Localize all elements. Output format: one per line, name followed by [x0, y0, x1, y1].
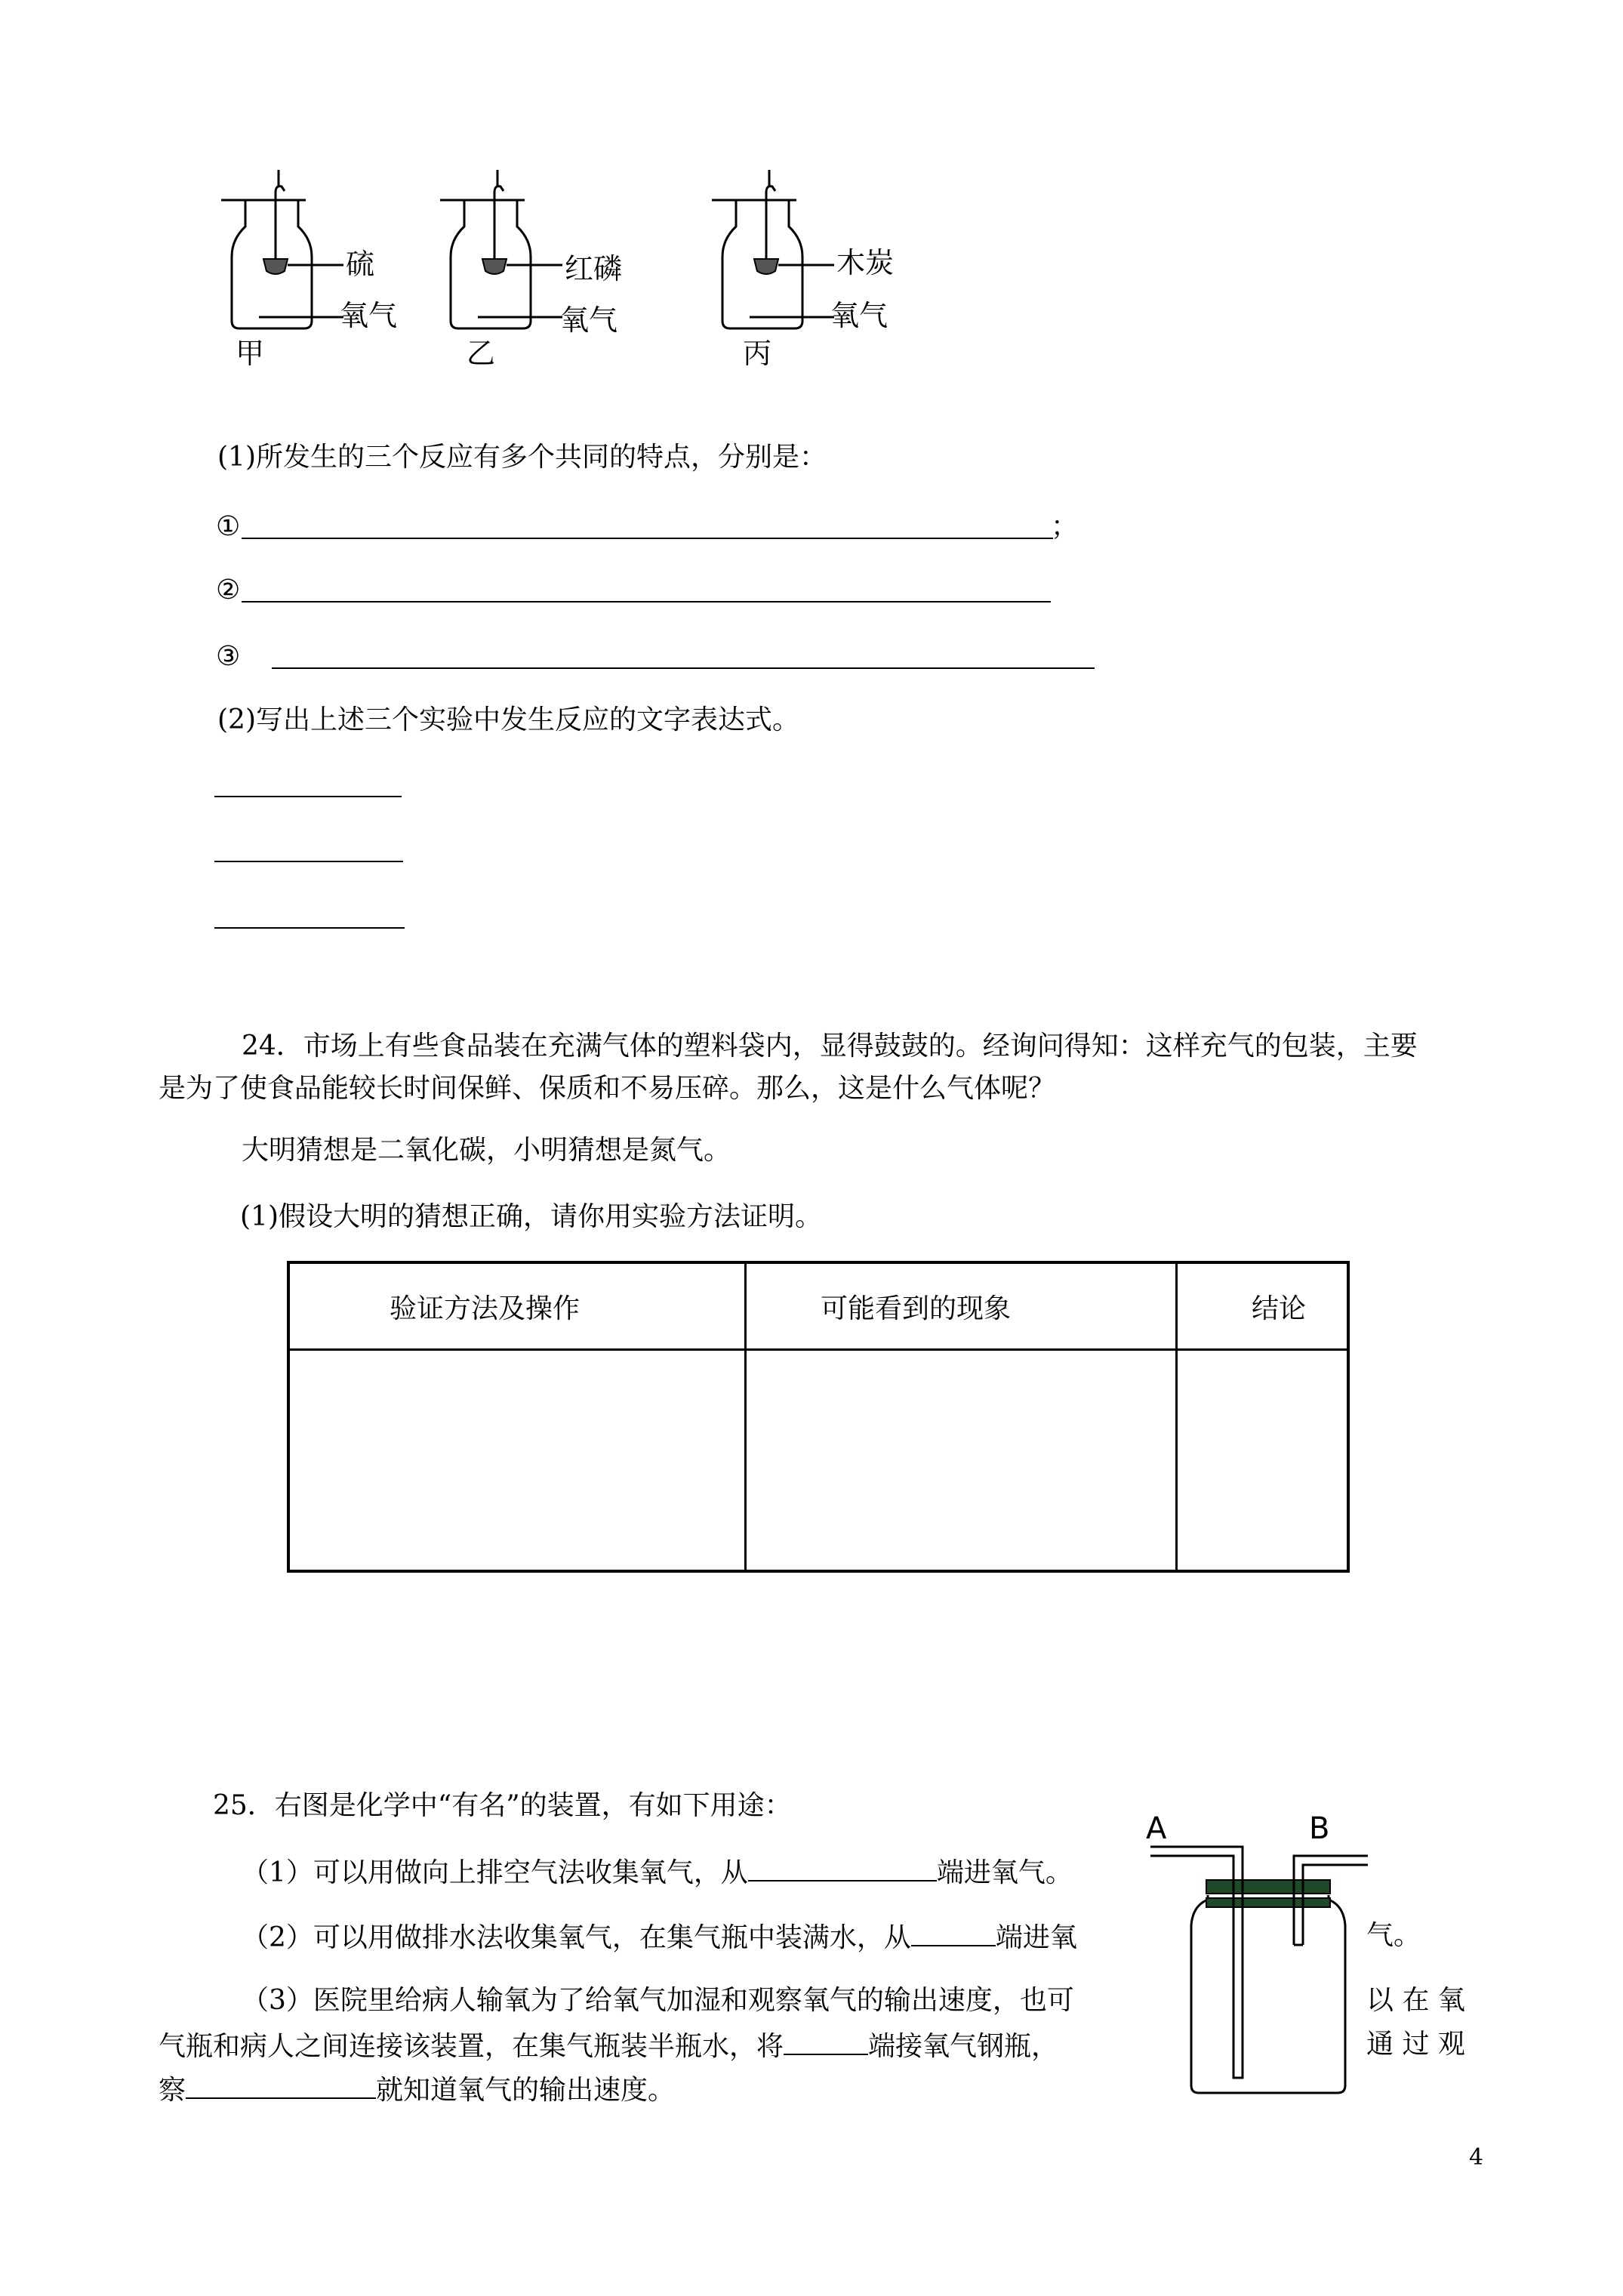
q23-mark-1: ①	[216, 511, 241, 542]
table-cell-conclusion[interactable]	[1177, 1350, 1349, 1572]
jar2-substance-label: 红磷	[565, 252, 623, 285]
table-cell-phenomenon[interactable]	[746, 1350, 1177, 1572]
q25-blank-4[interactable]	[186, 2070, 376, 2099]
q25-blank-1[interactable]	[748, 1853, 937, 1881]
q23-expression-line-3[interactable]	[214, 927, 405, 929]
table-header-conclusion: 结论	[1177, 1262, 1349, 1350]
jar1-substance-label: 硫	[346, 248, 375, 281]
jar-sulfur-drawing	[215, 170, 351, 344]
q23-answer-line-3[interactable]	[272, 667, 1095, 669]
q25-intro-text: 25．右图是化学中“有名”的装置，有如下用途：	[213, 1790, 792, 1821]
jar-red-phosphorus-drawing	[434, 170, 570, 344]
jar2-name-label: 乙	[467, 337, 496, 370]
device-label-b: B	[1309, 1811, 1330, 1846]
q25-item3-line2-tail: 通 过 观	[1366, 2029, 1465, 2060]
q24-experiment-table	[287, 1261, 1350, 1573]
q25-item2-before: （2）可以用做排水法收集氧气，在集气瓶中装满水，从	[242, 1922, 911, 1953]
q25-item3-line3-after: 就知道氧气的输出速度。	[376, 2075, 676, 2106]
q23-expression-line-2[interactable]	[214, 861, 403, 862]
q25-item3-line1: （3）医院里给病人输氧为了给氧气加湿和观察氧气的输出速度，也可	[242, 1985, 1074, 2016]
jar-charcoal-drawing	[706, 170, 842, 344]
q23-part2-text: (2)写出上述三个实验中发生反应的文字表达式。	[217, 704, 799, 735]
q23-mark-2: ②	[216, 575, 241, 606]
q25-item2-after: 端进氧	[995, 1922, 1077, 1953]
gas-bottle-device-drawing	[1147, 1812, 1374, 2099]
jar1-gas-label: 氧气	[340, 299, 398, 332]
table-header-method: 验证方法及操作	[288, 1262, 746, 1350]
q25-item1	[242, 1853, 1073, 1891]
q25-item3-line2-before: 气瓶和病人之间连接该装置，在集气瓶装半瓶水，将	[159, 2031, 784, 2062]
table-header-phenomenon: 可能看到的现象	[746, 1262, 1177, 1350]
q25-item1-before: （1）可以用做向上排空气法收集氧气，从	[242, 1857, 748, 1888]
q25-item3-line2-after: 端接氧气钢瓶，	[868, 2031, 1059, 2062]
jar3-substance-label: 木炭	[836, 246, 895, 279]
jar3-name-label: 丙	[743, 337, 772, 370]
table-cell-method[interactable]	[288, 1350, 746, 1572]
jar2-gas-label: 氧气	[560, 304, 618, 337]
q25-item1-after: 端进氧气。	[936, 1857, 1073, 1888]
q25-item3-line2	[159, 2026, 1058, 2065]
q25-item3-line1-tail: 以 在 氧	[1366, 1985, 1465, 2016]
q23-answer-line-1[interactable]	[242, 538, 1053, 539]
q25-item2	[242, 1918, 1077, 1956]
q24-guess-text: 大明猜想是二氧化碳，小明猜想是氮气。	[242, 1135, 731, 1166]
q23-answer-line-2[interactable]	[242, 601, 1051, 603]
jar1-name-label: 甲	[236, 337, 265, 370]
jar3-gas-label: 氧气	[830, 299, 888, 332]
q25-item3-line3-before: 察	[159, 2075, 186, 2106]
q24-text-line-1: 24．市场上有些食品装在充满气体的塑料袋内，显得鼓鼓的。经询问得知：这样充气的包装，主要	[242, 1031, 1418, 1062]
q25-blank-2[interactable]	[911, 1918, 996, 1946]
q23-expression-line-1[interactable]	[214, 796, 402, 797]
q24-part1-text: (1)假设大明的猜想正确，请你用实验方法证明。	[240, 1201, 822, 1232]
q25-blank-3[interactable]	[784, 2026, 868, 2055]
page-number: 4	[1469, 2144, 1484, 2171]
q25-item2-tail: 气。	[1366, 1920, 1421, 1951]
q23-part1-text: (1)所发生的三个反应有多个共同的特点，分别是：	[217, 442, 827, 473]
device-label-a: A	[1146, 1811, 1167, 1846]
q23-mark-1-end: ；	[1051, 511, 1079, 542]
q25-item3-line3	[159, 2070, 675, 2109]
q23-mark-3: ③	[216, 641, 241, 672]
q24-text-line-2: 是为了使食品能较长时间保鲜、保质和不易压碎。那么，这是什么气体呢？	[159, 1073, 1056, 1104]
